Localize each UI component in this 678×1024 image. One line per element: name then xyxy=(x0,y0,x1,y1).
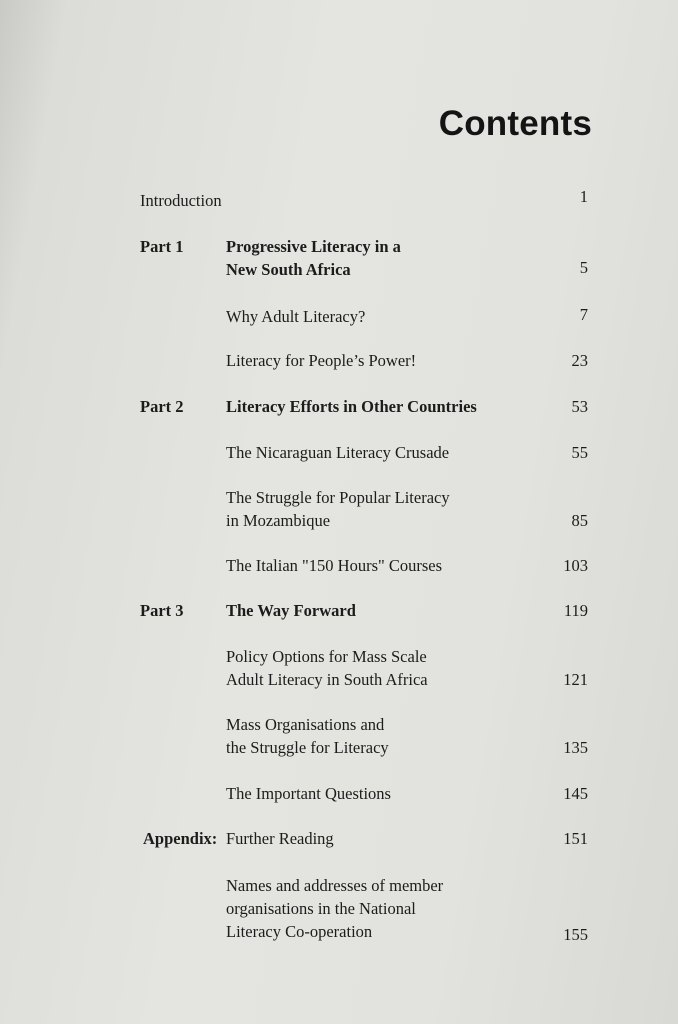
toc-page-number: 155 xyxy=(563,925,588,944)
toc-title-line: Why Adult Literacy? xyxy=(226,307,366,326)
toc-title-line: Literacy Co-operation xyxy=(226,922,373,941)
toc-entry-title xyxy=(226,874,546,943)
toc-part-label: Part 2 xyxy=(140,397,184,416)
toc-title-line: the Struggle for Literacy xyxy=(226,738,389,757)
toc-title-line: Progressive Literacy in a xyxy=(226,237,401,256)
toc-title-line: The Important Questions xyxy=(226,784,391,803)
toc-part-label: Part 3 xyxy=(140,601,184,620)
page-title: Contents xyxy=(438,104,592,143)
toc-entry-title xyxy=(226,713,546,759)
toc-page-number: 53 xyxy=(571,397,588,416)
toc-title-line: Literacy for People’s Power! xyxy=(226,351,417,370)
toc-page-number: 23 xyxy=(571,351,588,370)
toc-title-line: The Struggle for Popular Literacy xyxy=(226,488,450,507)
toc-entry-title xyxy=(226,305,546,328)
toc-entry-title xyxy=(226,599,546,622)
toc-title-line: Literacy Efforts in Other Countries xyxy=(226,397,477,416)
toc-entry-title xyxy=(226,441,546,464)
toc-title-line: Policy Options for Mass Scale xyxy=(226,647,427,666)
toc-page-number: 135 xyxy=(563,738,588,757)
toc-part-label: Appendix: xyxy=(143,829,218,848)
toc-entry-title xyxy=(226,235,546,281)
toc-page-number: 145 xyxy=(563,784,588,803)
toc-page-number: 7 xyxy=(579,305,588,324)
toc-title-line: in Mozambique xyxy=(226,511,331,530)
toc-title-line: The Way Forward xyxy=(226,601,356,620)
toc-page-number: 121 xyxy=(563,670,588,689)
toc-title-line: Adult Literacy in South Africa xyxy=(226,670,428,689)
toc-page-number: 151 xyxy=(563,829,588,848)
toc-title-line: New South Africa xyxy=(226,260,351,279)
toc-entry-title xyxy=(226,554,546,577)
toc-title-line: organisations in the National xyxy=(226,899,416,918)
toc-page-number: 85 xyxy=(571,511,588,530)
toc-entry-title xyxy=(226,827,546,850)
toc-entry-title xyxy=(226,349,546,372)
toc-entry-title xyxy=(226,782,546,805)
toc-part-label: Part 1 xyxy=(140,237,184,256)
toc-entry-title xyxy=(226,486,546,532)
toc-page-number: 103 xyxy=(563,556,588,575)
toc-page-number: 119 xyxy=(563,601,588,620)
toc-page-number: 55 xyxy=(571,443,588,462)
toc-title-line: Names and addresses of member xyxy=(226,876,444,895)
toc-entry-title xyxy=(226,395,546,418)
toc-page-number: 5 xyxy=(579,258,588,277)
toc-title-line: Mass Organisations and xyxy=(226,715,385,734)
toc-title-line: The Italian "150 Hours" Courses xyxy=(226,556,443,575)
toc-title-line: Further Reading xyxy=(226,829,334,848)
toc-entry-title xyxy=(226,645,546,691)
toc-title-line: The Nicaraguan Literacy Crusade xyxy=(226,443,450,462)
toc-entry-label: Introduction xyxy=(140,191,222,210)
toc-page-number: 1 xyxy=(579,187,588,206)
